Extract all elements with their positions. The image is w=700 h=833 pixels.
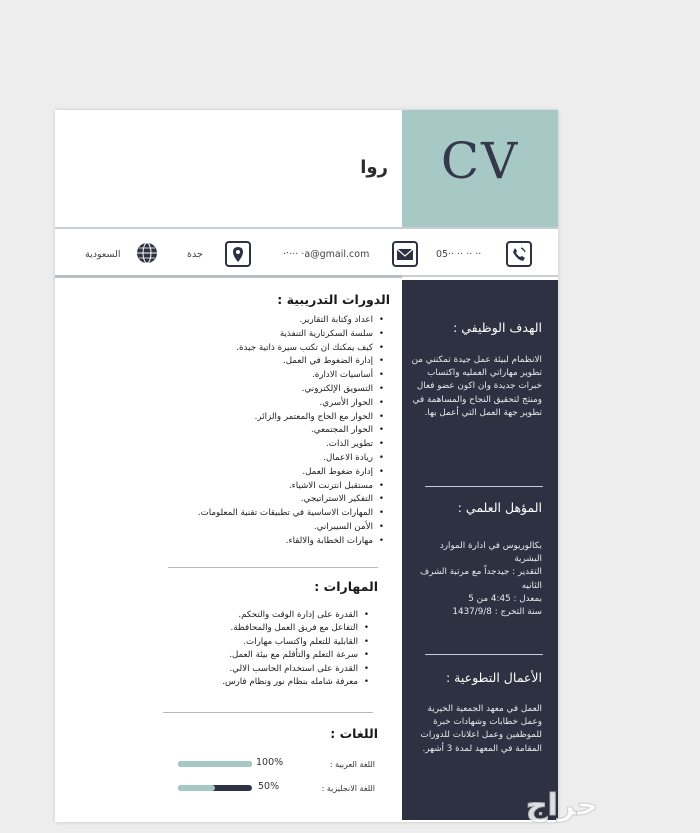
volunteer-text: العمل في معهد الجمعية الخيرية وعمل خطابات وشهادات خبرة للموظفين وعمل اعلانات للدورات المقامة في المعهد لمدة 3 أشهر. <box>420 704 542 754</box>
person-name: روا <box>360 157 388 178</box>
list-item: • تطوير الذات. <box>198 438 385 452</box>
list-item: • سرعة التعلم والتأقلم مع بيئة العمل. <box>222 649 370 662</box>
list-item: • إدارة الضغوط في العمل. <box>198 355 385 369</box>
skills-list <box>222 609 370 689</box>
list-item: • معرفة شامله بنظام نور ونظام فارس. <box>222 676 370 689</box>
list-item: • مهارات الخطابة والالقاء. <box>198 535 385 549</box>
courses-title: الدورات التدريبية : <box>277 292 390 307</box>
watermark-text: حراج <box>525 788 599 823</box>
list-item: • التفاعل مع فريق العمل والمحافظة. <box>222 622 370 635</box>
education-line: التقدير : جيدجداً مع مرتبة الشرف الثانيه <box>419 567 542 591</box>
education-title: المؤهل العلمي : <box>457 500 542 515</box>
education-line: سنة التخرج : 1437/9/8 <box>452 607 542 618</box>
globe-icon <box>135 241 157 263</box>
cv-badge <box>402 110 558 227</box>
list-item: • القدرة على استخدام الحاسب الالي. <box>222 663 370 676</box>
objective-title: الهدف الوظيفي : <box>453 320 542 335</box>
language-level-bar <box>178 785 252 791</box>
language-level-fill <box>178 785 215 791</box>
language-percent: 50% <box>258 781 280 792</box>
divider-bar <box>55 275 402 278</box>
sidebar-divider <box>425 654 543 655</box>
section-divider <box>168 567 378 568</box>
list-item: • المهارات الاساسية في تطبيقات تقنية المعلومات. <box>198 507 385 521</box>
country: السعودية <box>85 249 121 260</box>
list-item: • الأمن السيبراني. <box>198 521 385 535</box>
list-item: • أساسيات الادارة. <box>198 369 385 383</box>
mail-icon <box>392 241 418 267</box>
sidebar-divider <box>425 486 543 487</box>
phone-number: 05·· ·· ·· ·· <box>436 249 482 260</box>
list-item: • التسويق الإلكتروني. <box>198 383 385 397</box>
list-item: • القدرة على إدارة الوقت والتحكم. <box>222 609 370 622</box>
list-item: • القابلية للتعلم واكتساب مهارات. <box>222 636 370 649</box>
list-item: • ريادة الاعمال. <box>198 452 385 466</box>
courses-list <box>198 314 385 549</box>
language-level-bar <box>178 761 252 767</box>
list-item: • الحوار الأسري. <box>198 397 385 411</box>
list-item: • كيف يمكنك ان تكتب سيرة ذاتية جيدة. <box>198 342 385 356</box>
list-item: • مستقبل انترنت الاشياء. <box>198 480 385 494</box>
email-address: ·ˑ··· ·a@gmail.com <box>283 249 370 260</box>
language-percent: 100% <box>256 757 284 768</box>
skills-title: المهارات : <box>314 579 378 594</box>
contact-bar <box>55 227 558 277</box>
list-item: • الحوار المجتمعي. <box>198 424 385 438</box>
list-item: • سلسة السكرتارية التنفذية <box>198 328 385 342</box>
cv-title: CV <box>440 132 520 190</box>
education-text <box>410 540 542 619</box>
list-item: • الحوار مع الحاج والمعتمر والزائر. <box>198 411 385 425</box>
list-item: • اعداد وكتابة التقارير. <box>198 314 385 328</box>
list-item: • إدارة ضغوط العمل. <box>198 466 385 480</box>
section-divider <box>163 712 373 713</box>
list-item: • التفكير الاستراتيجي. <box>198 493 385 507</box>
languages-title: اللغات : <box>330 726 378 741</box>
objective-text: الانظمام لبيئة عمل جيدة تمكنني من تطوير مهاراتي العمليه واكتساب خبرات جديدة وان اكون عضو فعال ومنتج لتحقيق النجاح والمساهمة في تطوير جهة العمل التي أعمل بها. <box>411 355 542 418</box>
education-line: بمعدل : 4:45 من 5 <box>468 593 542 604</box>
city: جدة <box>187 249 203 260</box>
location-pin-icon <box>225 241 251 267</box>
haraj-watermark <box>492 785 632 823</box>
language-name: اللغة الانجليزية : <box>321 784 375 793</box>
education-line: بكالوريوس في ادارة الموارد البشرية <box>439 541 542 565</box>
volunteer-title: الأعمال التطوعية : <box>445 670 542 685</box>
phone-icon <box>506 241 532 267</box>
language-level-fill <box>178 761 252 767</box>
language-name: اللغة العربية : <box>329 760 375 769</box>
